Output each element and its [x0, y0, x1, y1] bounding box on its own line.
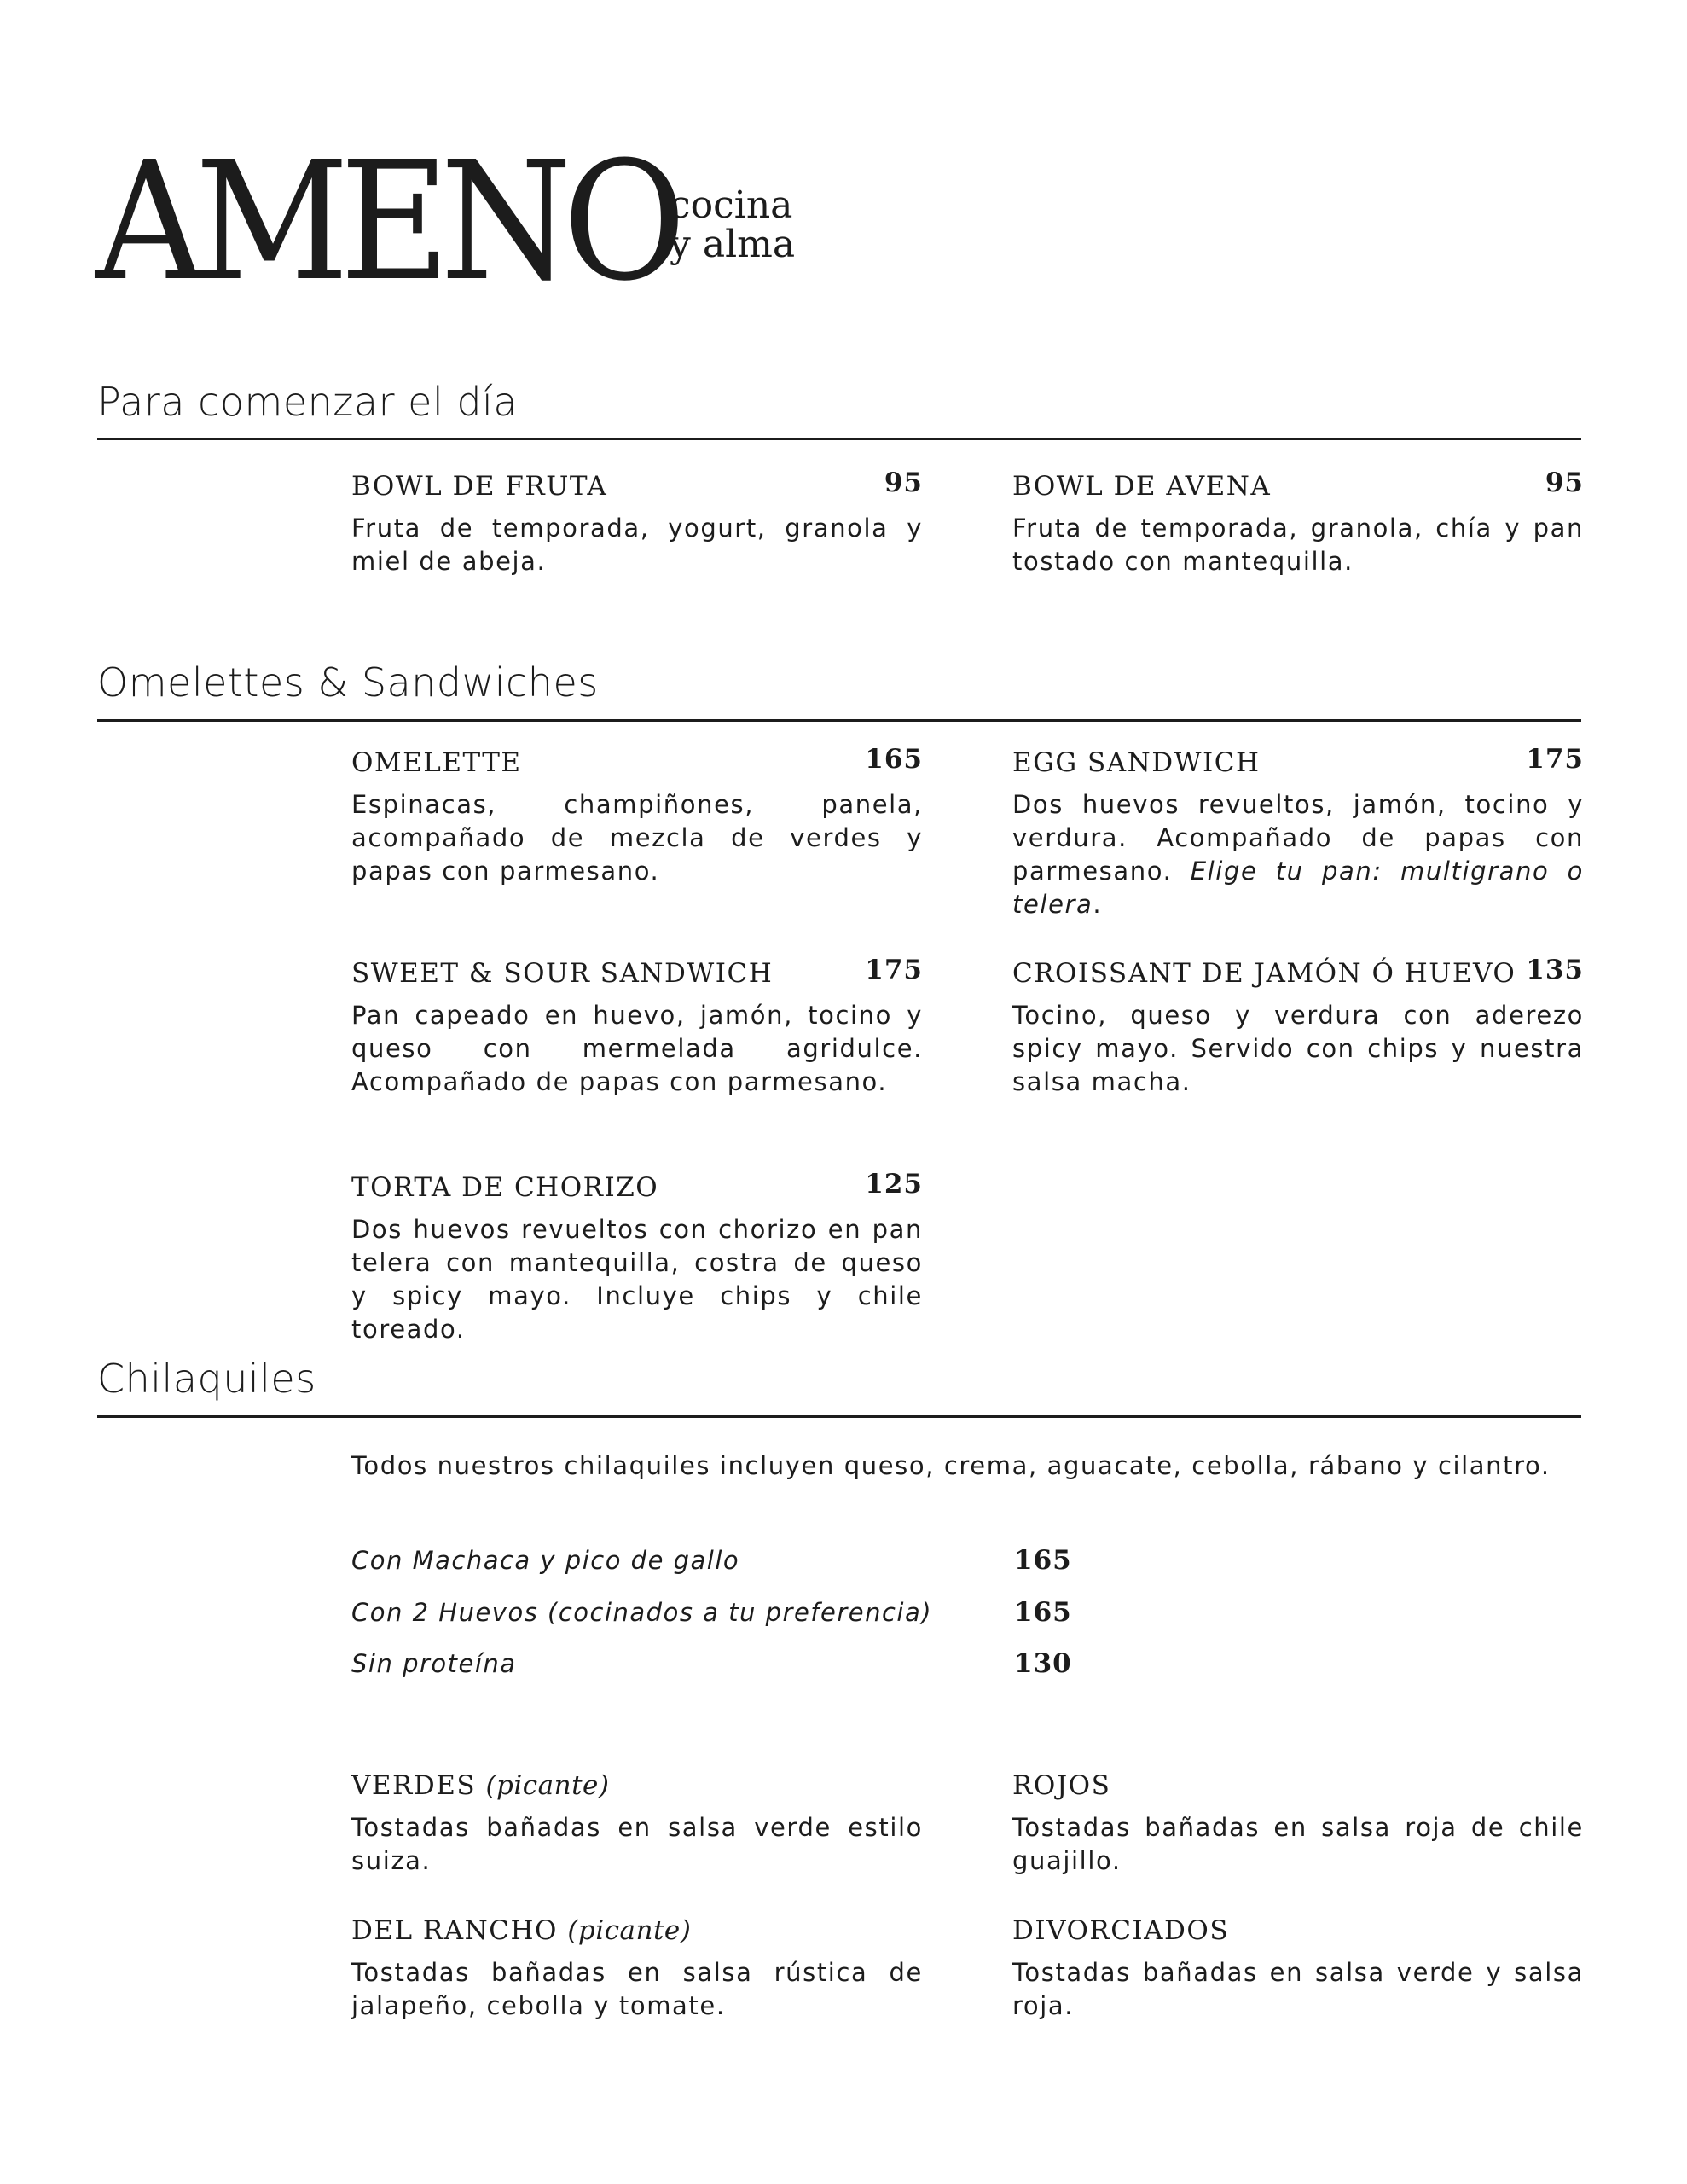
section-title-omelettes: Omelettes & Sandwiches	[97, 659, 599, 706]
menu-item	[1012, 1912, 1584, 2023]
item-price: 165	[865, 744, 923, 775]
item-description: Tostadas bañadas en salsa verde y salsa roja.	[1012, 1958, 1584, 2020]
tagline-line-1: cocina	[670, 183, 793, 227]
item-name: ROJOS	[1012, 1770, 1111, 1801]
item-price: 125	[865, 1169, 923, 1199]
variant-price: 165	[1014, 1597, 1072, 1628]
item-price: 95	[884, 468, 923, 498]
item-description: Pan capeado en huevo, jamón, tocino y queso con mermelada agridulce. Acompañado de papas con parmesano.	[351, 1001, 923, 1096]
section-divider	[97, 438, 1581, 440]
menu-item	[351, 468, 923, 578]
variant-row	[351, 1594, 1119, 1631]
item-description: Espinacas, champiñones, panela, acompañado de mezcla de verdes y papas con parmesano.	[351, 790, 923, 886]
item-name: TORTA DE CHORIZO	[351, 1172, 659, 1203]
spicy-note: (picante)	[485, 1770, 610, 1801]
menu-item	[1012, 1767, 1584, 1878]
item-description-italic: Elige tu pan: multigrano o telera	[1012, 857, 1584, 919]
item-name: DIVORCIADOS	[1012, 1915, 1230, 1946]
item-price: 135	[1526, 955, 1584, 985]
variant-price: 130	[1014, 1648, 1072, 1679]
item-price: 95	[1545, 468, 1584, 498]
item-name: BOWL DE FRUTA	[351, 471, 608, 502]
section-divider	[97, 1415, 1581, 1418]
item-name: BOWL DE AVENA	[1012, 471, 1272, 502]
item-name: DEL RANCHO (picante)	[351, 1915, 692, 1946]
menu-item	[351, 955, 923, 1099]
menu-item	[351, 1767, 923, 1878]
item-description: Tostadas bañadas en salsa verde estilo suiza.	[351, 1813, 923, 1875]
brand-tagline	[670, 183, 796, 266]
item-price: 175	[1526, 744, 1584, 775]
item-name: VERDES (picante)	[351, 1770, 610, 1801]
section-title-breakfast: Para comenzar el día	[97, 379, 519, 425]
item-description: Dos huevos revueltos, jamón, tocino y verdura. Acompañado de papas con parmesano. Elige tu pan: multigrano o telera.	[1012, 790, 1584, 919]
item-price: 175	[865, 955, 923, 985]
variant-name: Con Machaca y pico de gallo	[351, 1546, 740, 1575]
variant-row	[351, 1542, 1119, 1579]
item-name: SWEET & SOUR SANDWICH	[351, 958, 774, 989]
tagline-line-2: y alma	[670, 223, 796, 266]
item-name: CROISSANT DE JAMÓN Ó HUEVO	[1012, 958, 1516, 989]
section-title-chilaquiles: Chilaquiles	[97, 1356, 316, 1402]
variant-name: Con 2 Huevos (cocinados a tu preferencia)	[351, 1598, 933, 1627]
chilaquiles-intro: Todos nuestros chilaquiles incluyen queso, crema, aguacate, cebolla, rábano y cilantro.	[351, 1451, 1551, 1480]
item-description: Dos huevos revueltos con chorizo en pan telera con mantequilla, costra de queso y spicy mayo. Incluye chips y chile toreado.	[351, 1215, 923, 1344]
menu-item	[1012, 468, 1584, 578]
variant-name: Sin proteína	[351, 1649, 517, 1678]
menu-item	[351, 744, 923, 888]
section-divider	[97, 719, 1581, 722]
item-name: EGG SANDWICH	[1012, 747, 1261, 778]
item-description: Fruta de temporada, granola, chía y pan tostado con mantequilla.	[1012, 514, 1584, 576]
variant-price: 165	[1014, 1545, 1072, 1576]
item-description: Tostadas bañadas en salsa rústica de jalapeño, cebolla y tomate.	[351, 1958, 923, 2020]
brand-name: AMENO	[96, 127, 677, 317]
menu-item	[1012, 955, 1584, 1099]
spicy-note: (picante)	[567, 1915, 692, 1946]
item-description: Fruta de temporada, yogurt, granola y miel de abeja.	[351, 514, 923, 576]
item-name: OMELETTE	[351, 747, 522, 778]
menu-item	[351, 1912, 923, 2023]
menu-item	[351, 1169, 923, 1346]
item-description: Tocino, queso y verdura con aderezo spicy mayo. Servido con chips y nuestra salsa macha.	[1012, 1001, 1584, 1096]
item-description: Tostadas bañadas en salsa roja de chile guajillo.	[1012, 1813, 1584, 1875]
menu-item	[1012, 744, 1584, 921]
variant-row	[351, 1645, 1119, 1682]
